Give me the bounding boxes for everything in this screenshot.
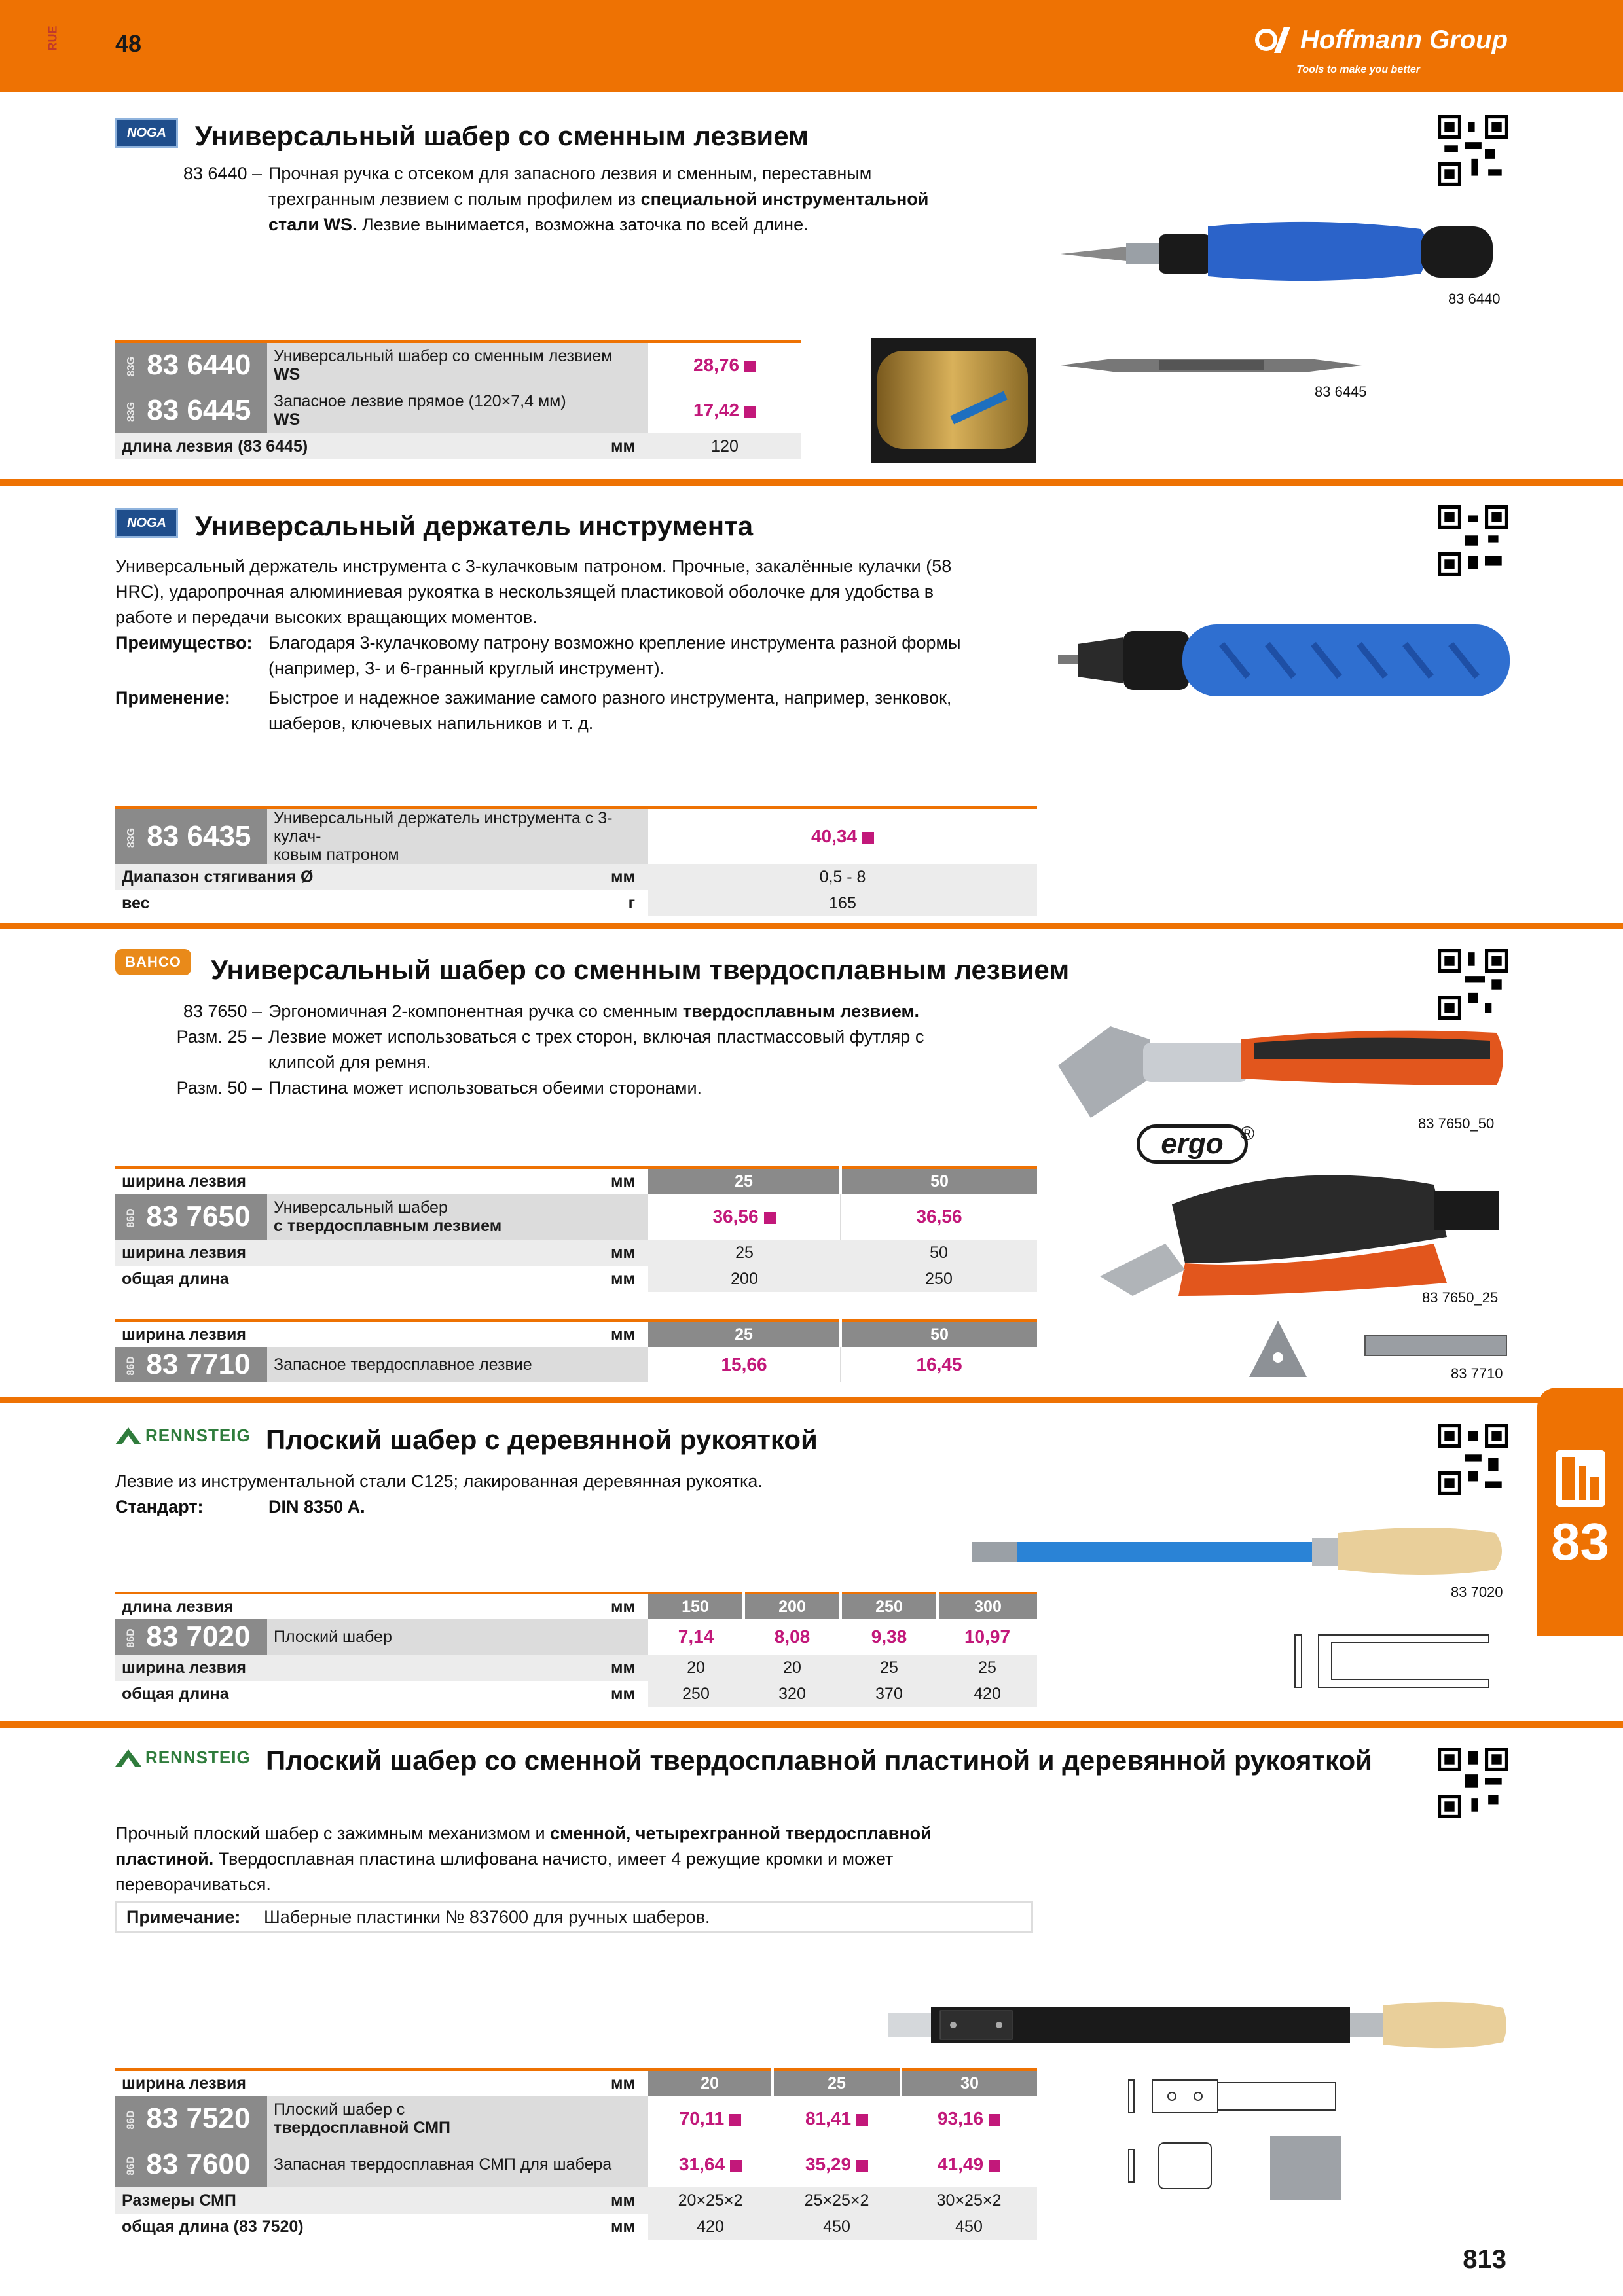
scraper-category-icon <box>1556 1450 1605 1507</box>
price[interactable] <box>648 2142 773 2187</box>
order-square-icon[interactable] <box>729 2114 741 2126</box>
desc-line: Лезвие из инструментальной стали C125; лакированная деревянная рукоятка. <box>115 1471 763 1491</box>
article-cell[interactable] <box>115 2142 267 2187</box>
price-value: 16,45 <box>916 1354 962 1374</box>
price[interactable] <box>773 2142 901 2187</box>
spec-label-text: вес <box>122 893 150 912</box>
price-value: 40,34 <box>811 826 858 846</box>
price-value: 9,38 <box>871 1626 907 1647</box>
order-square-icon[interactable] <box>862 832 874 844</box>
article-cell[interactable] <box>115 1194 267 1240</box>
hoffmann-logo-icon <box>1254 24 1294 56</box>
qr-code-icon[interactable] <box>1438 1424 1508 1495</box>
price[interactable] <box>648 808 1037 864</box>
order-square-icon[interactable] <box>730 2160 742 2172</box>
spec-unit: мм <box>611 2191 635 2210</box>
spec-value: 420 <box>938 1681 1037 1707</box>
desc-bold: DIN 8350 A. <box>268 1497 365 1516</box>
spec-label-text: общая длина (83 7520) <box>122 2217 304 2236</box>
header-unit: мм <box>611 1172 635 1191</box>
desc-line: Универсальный держатель инструмента с 3-кулачковым патроном. Прочные, закалённые кулачки (58 <box>115 556 952 576</box>
spec-label <box>115 890 648 916</box>
order-square-icon[interactable] <box>856 2114 868 2126</box>
size-header: 300 <box>938 1593 1037 1619</box>
size-header: 25 <box>648 1168 841 1194</box>
price-value: 93,16 <box>937 2108 984 2128</box>
desc-line: Прочный плоский шабер с зажимным механизмом и <box>115 1823 551 1843</box>
article-cell[interactable] <box>115 808 267 864</box>
catalog-code: 86D <box>125 1628 137 1649</box>
article-cell[interactable] <box>115 342 267 387</box>
description <box>115 999 1032 1101</box>
spec-value: 25×25×2 <box>804 2191 869 2210</box>
section-divider <box>0 1721 1623 1728</box>
header-label-text: ширина лезвия <box>122 1325 247 1344</box>
spec-value: 370 <box>841 1681 938 1707</box>
spec-unit: мм <box>611 1269 635 1288</box>
rennsteig-logo <box>115 1426 251 1446</box>
desc-line: Твердосплавная пластина шлифована начисто, имеет 4 режущие кромки и может <box>213 1849 894 1869</box>
price[interactable] <box>648 1619 744 1655</box>
price[interactable] <box>841 1194 1037 1240</box>
spec-unit: мм <box>611 2217 635 2236</box>
triangle-blade-image <box>1247 1318 1309 1381</box>
brand-logo <box>1254 24 1508 56</box>
desc-line: Лезвие может использоваться с трех сторон, включая пластмассовый футляр с <box>268 1027 924 1047</box>
spec-value: 120 <box>711 437 739 456</box>
article-number: 83 7650 <box>146 1200 251 1232</box>
desc-key: Разм. 50 – <box>176 1078 262 1098</box>
brand-tagline: Tools to make you better <box>1296 64 1420 75</box>
spec-label-text: Диапазон стягивания Ø <box>122 867 314 886</box>
article-number: 83 6435 <box>147 820 251 852</box>
spec-unit: мм <box>611 1243 635 1262</box>
header-unit: мм <box>611 1597 635 1616</box>
price[interactable] <box>744 1619 841 1655</box>
header-label <box>115 1321 648 1347</box>
spec-value: 20×25×2 <box>678 2191 743 2210</box>
spec-unit: мм <box>611 1684 635 1703</box>
flat-blade-image <box>1364 1335 1507 1356</box>
page-number-left: 48 <box>115 30 142 57</box>
order-square-icon[interactable] <box>744 361 756 372</box>
article-cell[interactable] <box>115 1619 267 1655</box>
flat-scraper-image <box>972 1520 1508 1579</box>
description <box>115 554 1032 736</box>
price-value: 7,14 <box>678 1626 714 1647</box>
image-caption: 83 6445 <box>1315 384 1367 400</box>
spec-label <box>115 1655 648 1681</box>
catalog-code: 83G <box>126 357 137 377</box>
price[interactable] <box>841 1347 1037 1382</box>
spec-value: 20 <box>687 1658 705 1677</box>
desc-line: работе и передачи высоких вращающих моментов. <box>115 607 538 627</box>
header-label-text: ширина лезвия <box>122 1172 247 1191</box>
section-divider <box>0 923 1623 929</box>
bahco-scraper-image-2 <box>1093 1165 1512 1296</box>
size-header: 25 <box>773 2070 901 2096</box>
article-number: 83 6440 <box>147 349 251 381</box>
image-caption: 83 7650_25 <box>1422 1289 1499 1306</box>
price[interactable] <box>648 342 801 387</box>
description <box>115 1469 1032 1520</box>
desc-line: шаберов, ключевых напильников и т. д. <box>268 713 594 733</box>
side-label: RUE <box>46 26 60 51</box>
header-label <box>115 1593 648 1619</box>
tool-holder-image <box>1051 605 1523 716</box>
article-number: 83 7520 <box>146 2102 251 2134</box>
price[interactable] <box>648 1194 841 1240</box>
name-line: с твердосплавным лезвием <box>274 1217 502 1235</box>
spec-value: 25 <box>880 1658 898 1677</box>
name-line: WS <box>274 365 301 384</box>
qr-code-icon[interactable] <box>1438 1748 1508 1818</box>
image-caption: 83 7020 <box>1451 1584 1503 1600</box>
header-unit: мм <box>611 2073 635 2092</box>
desc-key: 83 7650 – <box>183 1001 262 1021</box>
spec-value: 20 <box>783 1658 801 1677</box>
chapter-number: 83 <box>1551 1513 1609 1571</box>
price[interactable] <box>648 387 801 433</box>
order-square-icon[interactable] <box>744 406 756 418</box>
article-cell[interactable] <box>115 1347 267 1382</box>
qr-code-icon[interactable] <box>1438 505 1508 576</box>
desc-line: клипсой для ремня. <box>268 1052 431 1072</box>
desc-key: 83 6440 – <box>183 164 262 183</box>
desc-key: Преимущество: <box>115 633 253 653</box>
name-line: ковым патроном <box>274 846 399 864</box>
spec-value: 200 <box>648 1266 841 1292</box>
product-name <box>267 808 648 864</box>
desc-line: Прочная ручка с отсеком для запасного лезвия и сменным, переставным <box>268 164 872 183</box>
price[interactable] <box>938 1619 1037 1655</box>
spec-label <box>115 433 648 459</box>
product-name: Запасное твердосплавное лезвие <box>267 1347 648 1382</box>
header-unit: мм <box>611 1325 635 1344</box>
desc-bold: специальной инструментальной <box>640 189 929 209</box>
bahco-scraper-image <box>1051 1007 1510 1124</box>
note-text: Шаберные пластинки № 837600 для ручных шаберов. <box>264 1907 710 1927</box>
article-cell[interactable] <box>115 387 267 433</box>
price-value: 15,66 <box>721 1354 767 1374</box>
article-number: 83 7020 <box>146 1621 251 1653</box>
name-line: Плоский шабер с <box>274 2100 405 2119</box>
spec-value: 450 <box>773 2214 901 2240</box>
size-header: 20 <box>648 2070 773 2096</box>
name-line: Универсальный шабер со сменным лезвием <box>274 347 613 365</box>
registered-icon: ® <box>1240 1123 1255 1145</box>
spec-value: 420 <box>648 2214 773 2240</box>
spec-unit: мм <box>611 437 635 456</box>
size-header: 30 <box>901 2070 1037 2096</box>
brand-name: Hoffmann Group <box>1300 25 1508 54</box>
desc-line: Эргономичная 2-компонентная ручка со сменным <box>268 1001 683 1021</box>
spec-label <box>115 2187 648 2214</box>
catalog-code: 86D <box>125 2156 137 2176</box>
spec-label-text: общая длина <box>122 1269 229 1288</box>
desc-line: переворачиваться. <box>115 1874 271 1894</box>
product-name <box>267 342 648 387</box>
section-divider <box>0 479 1623 486</box>
spec-label <box>115 2214 648 2240</box>
description <box>115 1821 1045 1897</box>
note-key: Примечание: <box>126 1907 241 1927</box>
price[interactable] <box>773 2096 901 2142</box>
product-name: Запасная твердосплавная СМП для шабера <box>267 2142 648 2187</box>
spec-label-text: ширина лезвия <box>122 1658 247 1677</box>
price-value: 10,97 <box>964 1626 1011 1647</box>
spec-unit: мм <box>611 867 635 886</box>
price[interactable] <box>648 2096 773 2142</box>
name-line: Универсальный держатель инструмента с 3-кулач- <box>274 809 613 846</box>
order-square-icon[interactable] <box>989 2114 1000 2126</box>
rennsteig-name: RENNSTEIG <box>145 1426 251 1445</box>
product-table <box>115 340 801 459</box>
page-number: 813 <box>1463 2245 1506 2274</box>
price-value: 17,42 <box>693 400 740 420</box>
catalog-code: 86D <box>125 1356 137 1376</box>
price-value: 41,49 <box>937 2154 984 2174</box>
price-value: 8,08 <box>774 1626 811 1647</box>
price-value: 36,56 <box>916 1206 962 1227</box>
desc-line: Пластина может использоваться обеими сторонами. <box>268 1078 702 1098</box>
name-line: твердосплавной СМП <box>274 2119 451 2137</box>
header-label-text: длина лезвия <box>122 1597 234 1616</box>
price-value: 35,29 <box>805 2154 852 2174</box>
spec-label-text: длина лезвия (83 6445) <box>122 437 308 456</box>
size-header: 50 <box>841 1321 1037 1347</box>
product-name: Плоский шабер <box>267 1619 648 1655</box>
spec-value: 30×25×2 <box>936 2191 1002 2210</box>
order-square-icon[interactable] <box>989 2160 1000 2172</box>
price[interactable] <box>841 1619 938 1655</box>
spec-label <box>115 1681 648 1707</box>
image-caption: 83 7710 <box>1451 1365 1503 1382</box>
section-divider <box>0 1397 1623 1403</box>
rennsteig-name: RENNSTEIG <box>145 1748 251 1767</box>
desc-key: Применение: <box>115 688 230 708</box>
image-caption: 83 7650_50 <box>1418 1115 1495 1132</box>
section-title: Плоский шабер с деревянной рукояткой <box>266 1424 818 1455</box>
size-header: 250 <box>841 1593 938 1619</box>
product-table <box>115 1319 1037 1382</box>
section-title: Универсальный шабер со сменным твердосплавным лезвием <box>211 954 1070 985</box>
spec-label-text: ширина лезвия <box>122 1243 247 1262</box>
product-name <box>267 2096 648 2142</box>
desc-bold: твердосплавным лезвием. <box>682 1001 919 1021</box>
product-table <box>115 806 1037 916</box>
ergo-logo: ergo <box>1137 1124 1248 1164</box>
spec-value: 25 <box>735 1243 754 1262</box>
catalog-code: 83G <box>126 402 137 422</box>
image-caption: 83 6440 <box>1448 291 1501 307</box>
size-header: 50 <box>841 1168 1037 1194</box>
desc-line: трехгранным лезвием с полым профилем из <box>268 189 641 209</box>
noga-logo: NOGA <box>115 508 178 538</box>
catalog-code: 86D <box>125 1208 137 1229</box>
insert-drawing <box>1126 2136 1218 2195</box>
price-value: 31,64 <box>678 2154 725 2174</box>
name-line: Универсальный шабер <box>274 1198 448 1217</box>
spec-value: 165 <box>648 890 1037 916</box>
spec-value: 25 <box>978 1658 996 1677</box>
header-label <box>115 2070 648 2096</box>
price-value: 70,11 <box>679 2108 725 2128</box>
spec-value: 320 <box>744 1681 841 1707</box>
spec-label <box>115 1240 648 1266</box>
article-cell[interactable] <box>115 2096 267 2142</box>
desc-key: Стандарт: <box>115 1497 204 1516</box>
price[interactable] <box>648 1347 841 1382</box>
spec-value: 0,5 - 8 <box>819 867 866 886</box>
qr-code-icon[interactable] <box>1438 115 1508 186</box>
header-label-text: ширина лезвия <box>122 2073 247 2092</box>
product-table <box>115 1166 1037 1292</box>
price-value: 28,76 <box>693 355 740 375</box>
desc-bold: пластиной. <box>115 1849 214 1869</box>
product-name <box>267 387 648 433</box>
article-number: 83 6445 <box>147 394 251 426</box>
rennsteig-logo <box>115 1748 251 1768</box>
product-table <box>115 2068 1037 2240</box>
spec-unit: г <box>628 893 635 912</box>
price-value: 36,56 <box>712 1206 759 1227</box>
desc-key: Разм. 25 – <box>176 1027 262 1047</box>
price-value: 81,41 <box>805 2108 852 2128</box>
name-line: Запасное лезвие прямое (120×7,4 мм) <box>274 392 566 410</box>
note-box <box>115 1901 1033 1933</box>
size-header: 200 <box>744 1593 841 1619</box>
usage-photo <box>871 338 1036 463</box>
spec-label <box>115 864 648 890</box>
rennsteig-mark-icon <box>115 1748 141 1768</box>
name-line: WS <box>274 410 301 429</box>
desc-line: (например, 3- и 6-гранный круглый инструмент). <box>268 658 665 678</box>
price[interactable] <box>901 2096 1037 2142</box>
noga-logo: NOGA <box>115 118 178 148</box>
insert-photo <box>1270 2136 1341 2200</box>
desc-bold: стали WS. <box>268 215 357 234</box>
price[interactable] <box>901 2142 1037 2187</box>
order-square-icon[interactable] <box>856 2160 868 2172</box>
desc-line: Лезвие вынимается, возможна заточка по всей длине. <box>357 215 809 234</box>
product-name <box>267 1194 648 1240</box>
catalog-code: 86D <box>125 2110 137 2130</box>
rennsteig-mark-icon <box>115 1426 141 1446</box>
product-table <box>115 1592 1037 1707</box>
desc-line: Быстрое и надежное зажимание самого разного инструмента, например, зенковок, <box>268 688 952 708</box>
chapter-tab[interactable] <box>1537 1388 1623 1636</box>
section-title: Плоский шабер со сменной твердосплавной пластиной и деревянной рукояткой <box>266 1745 1372 1776</box>
spec-value: 450 <box>901 2214 1037 2240</box>
spec-label-text: общая длина <box>122 1684 229 1703</box>
spec-value: 50 <box>930 1243 948 1262</box>
carbide-scraper-drawing <box>1126 2076 1342 2115</box>
flat-scraper-drawing <box>1292 1628 1502 1693</box>
section-title: Универсальный шабер со сменным лезвием <box>195 120 809 151</box>
carbide-scraper-image <box>881 1999 1510 2051</box>
size-header: 25 <box>648 1321 841 1347</box>
spec-value: 250 <box>648 1681 744 1707</box>
spec-label <box>115 1266 648 1292</box>
catalog-code: 83G <box>126 828 137 848</box>
article-number: 83 7600 <box>146 2148 251 2180</box>
page-header <box>0 0 1623 92</box>
spec-label-text: Размеры СМП <box>122 2191 236 2210</box>
size-header: 150 <box>648 1593 744 1619</box>
blade-image <box>1061 352 1362 378</box>
desc-line: Благодаря 3-кулачковому патрону возможно крепление инструмента разной формы <box>268 633 961 653</box>
spec-unit: мм <box>611 1658 635 1677</box>
order-square-icon[interactable] <box>764 1212 776 1224</box>
desc-line: HRC), ударопрочная алюминиевая рукоятка в нескользящей пластиковой оболочке для удобства в <box>115 582 934 601</box>
bahco-logo: BAHCO <box>115 949 191 975</box>
spec-value: 250 <box>841 1266 1037 1292</box>
section-title: Универсальный держатель инструмента <box>195 511 754 541</box>
description <box>115 161 1032 238</box>
article-number: 83 7710 <box>146 1348 251 1380</box>
scraper-image <box>1054 203 1512 295</box>
desc-bold: сменной, четырехгранной твердосплавной <box>550 1823 932 1843</box>
header-label <box>115 1168 648 1194</box>
